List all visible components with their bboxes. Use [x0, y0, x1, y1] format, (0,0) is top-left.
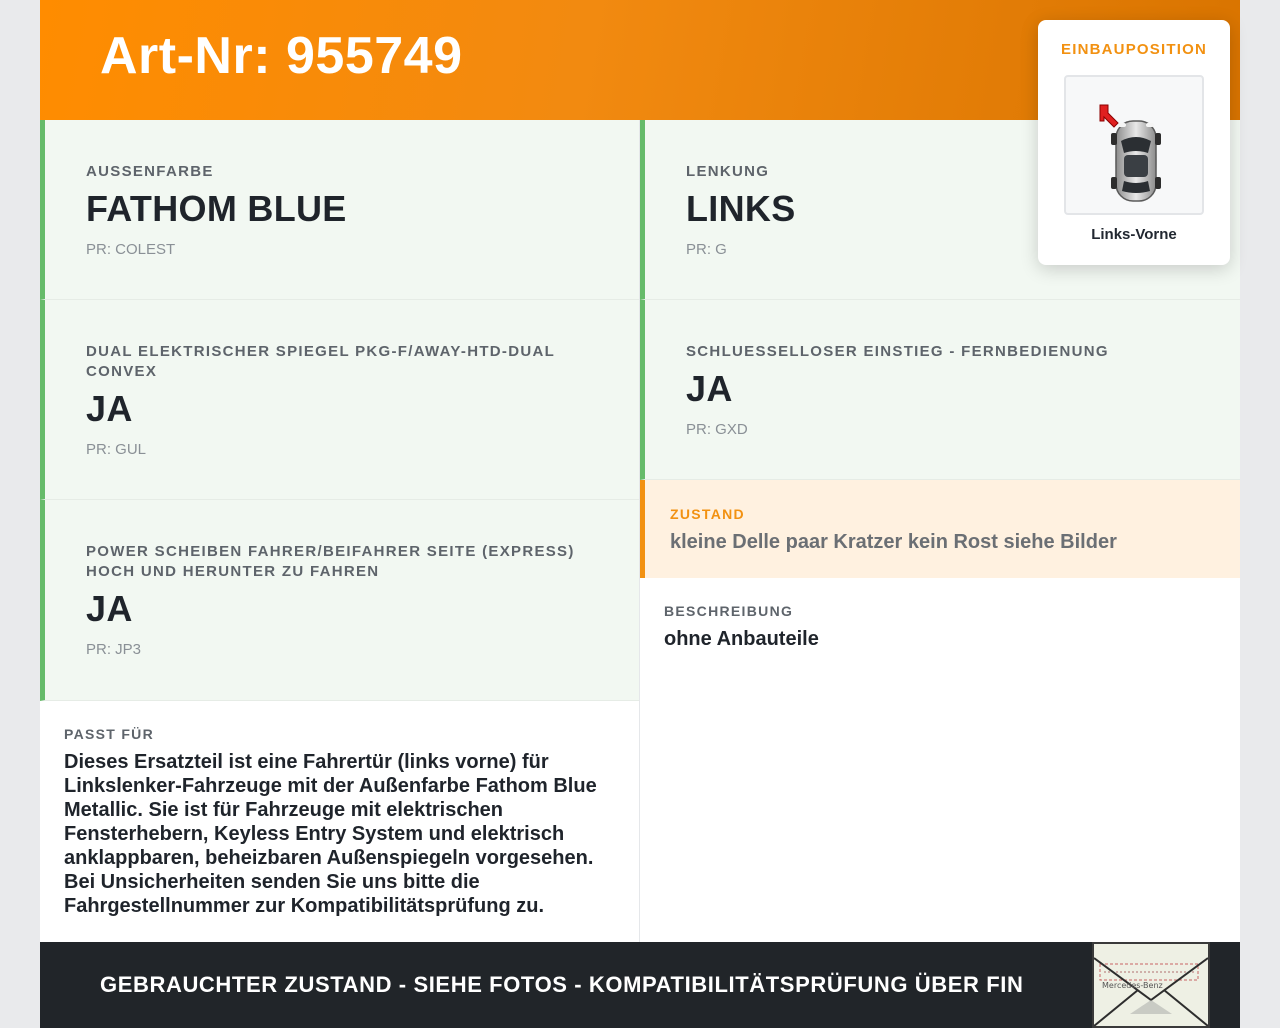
- feature-pr-code: PR: JP3: [86, 641, 142, 658]
- condition-label: ZUSTAND: [670, 506, 745, 522]
- footer-text: GEBRAUCHTER ZUSTAND - SIEHE FOTOS - KOMPATIBILITÄTSPRÜFUNG ÜBER FIN: [100, 972, 1024, 997]
- compatibility-section: [40, 700, 639, 942]
- feature-label: LENKUNG: [686, 163, 770, 180]
- position-marker-arrow: [1100, 105, 1118, 127]
- feature-pr-code: PR: GXD: [686, 421, 748, 438]
- feature-label: DUAL ELEKTRISCHER SPIEGEL PKG-F/AWAY-HTD-DUAL CONVEX: [86, 343, 555, 380]
- feature-label: POWER SCHEIBEN FAHRER/BEIFAHRER SEITE (EXPRESS) HOCH UND HERUNTER ZU FAHREN: [86, 543, 575, 580]
- article-number-title: Art-Nr: 955749: [100, 27, 463, 85]
- feature-value: LINKS: [686, 188, 796, 229]
- compatibility-text: Dieses Ersatzteil ist eine Fahrertür (links vorne) für Linkslenker-Fahrzeuge mit der Außenfarbe Fathom Blue Metallic. Sie ist für Fahrzeuge mit elektrischen Fensterhebern, Keyless Entry System und elektrisch anklappbaren, beheizbaren Außenspiegeln vorgesehen. Bei Unsicherheiten senden Sie uns bitte die Fahrgestellnummer zur Kompatibilitätsprüfung zu.: [64, 751, 597, 917]
- feature-cell-power-scheiben: [40, 500, 639, 701]
- feature-label: SCHLUESSELLOSER EINSTIEG - FERNBEDIENUNG: [686, 343, 1109, 360]
- feature-cell-spiegel: [40, 300, 639, 500]
- installation-position-caption: Links-Vorne: [1091, 226, 1177, 243]
- description-text: ohne Anbauteile: [664, 628, 819, 650]
- envelope-icon: [1092, 942, 1210, 1028]
- feature-value: JA: [686, 368, 733, 409]
- description-label: BESCHREIBUNG: [664, 603, 794, 619]
- feature-cell-aussenfarbe: [40, 120, 639, 300]
- feature-value: JA: [86, 588, 133, 629]
- feature-pr-code: PR: GUL: [86, 441, 147, 458]
- feature-value: JA: [86, 388, 133, 429]
- condition-box: [640, 480, 1240, 578]
- car-position-image: [1064, 75, 1204, 215]
- envelope-graphic: [1094, 944, 1208, 1026]
- installation-position-title: EINBAUPOSITION: [1061, 41, 1207, 58]
- feature-value: FATHOM BLUE: [86, 188, 347, 229]
- feature-cell-schluesselloser-einstieg: [640, 300, 1240, 480]
- envelope-sticker-text: Mercedes-Benz: [1102, 981, 1163, 990]
- feature-pr-code: PR: COLEST: [86, 241, 176, 258]
- installation-position-card: [1038, 20, 1230, 265]
- description-section: [640, 578, 1240, 942]
- condition-text: kleine Delle paar Kratzer kein Rost siehe Bilder: [670, 531, 1117, 553]
- page: [40, 0, 1240, 1028]
- compatibility-label: PASST FÜR: [64, 726, 154, 742]
- car-top-view-icon: [1066, 77, 1202, 213]
- footer-bar: [40, 942, 1240, 1028]
- feature-label: AUSSENFARBE: [86, 163, 214, 180]
- feature-pr-code: PR: G: [686, 241, 727, 258]
